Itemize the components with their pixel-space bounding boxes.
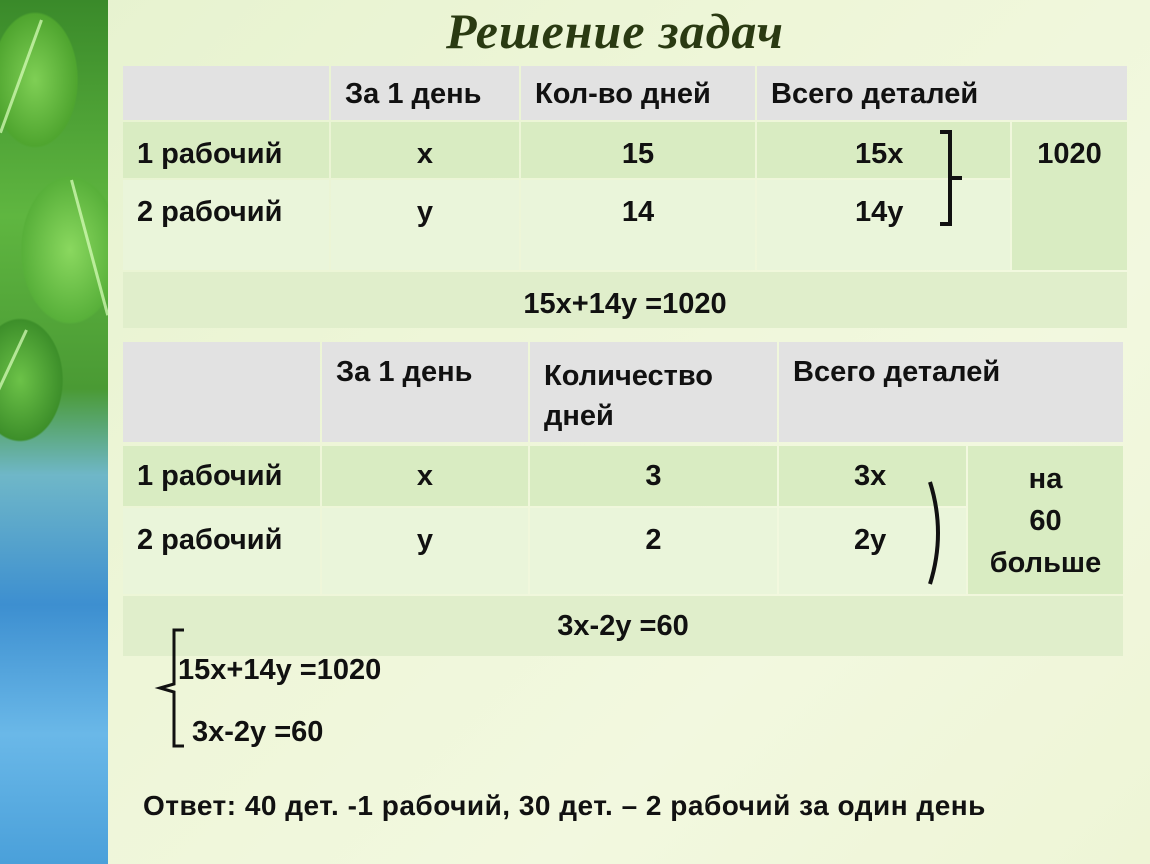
table2-difference-cell — [968, 446, 1123, 594]
table2-difference-line2: 60 — [1029, 505, 1062, 537]
table2-row1-days: 3 — [530, 446, 777, 506]
table1-row2-label: 2 рабочий — [123, 180, 329, 270]
table1-row1-label: 1 рабочий — [123, 122, 329, 178]
system-equation-1: 15х+14у =1020 — [178, 654, 382, 686]
table1-row2-per-day: у — [331, 180, 519, 270]
table2-header-days: Количество дней — [530, 342, 777, 442]
table2-row2-label: 2 рабочий — [123, 508, 320, 594]
table2-row1-label: 1 рабочий — [123, 446, 320, 506]
table1-row1-days: 15 — [521, 122, 755, 178]
system-brace-icon — [154, 626, 194, 750]
table1-header-total: Всего деталей — [757, 66, 1127, 120]
table2-row1-per-day: х — [322, 446, 528, 506]
table1-right-bracket — [932, 128, 972, 228]
table1-row1-per-day: х — [331, 122, 519, 178]
decorative-leaves-water-image — [0, 0, 108, 864]
table2-row2-total: 2у — [779, 508, 966, 594]
table1-header-empty — [123, 66, 329, 120]
table1-equation: 15х+14у =1020 — [123, 272, 1127, 328]
table2-difference-line3: больше — [989, 547, 1102, 579]
table2-right-paren — [920, 478, 950, 588]
table2-row1-total: 3х — [779, 446, 966, 506]
table2-difference-line1: на — [1028, 463, 1063, 495]
system-equation-2: 3х-2у =60 — [192, 716, 324, 748]
table2-equation: 3х-2у =60 — [123, 596, 1123, 656]
table2-header-total: Всего деталей — [779, 342, 1123, 442]
table1-row1-total: 15х — [757, 122, 1010, 178]
table2-header-per-day: За 1 день — [322, 342, 528, 442]
table1-header-per-day: За 1 день — [331, 66, 519, 120]
table2-row2-days: 2 — [530, 508, 777, 594]
table2-row2-per-day: у — [322, 508, 528, 594]
table1-row2-total: 14у — [757, 180, 1010, 270]
table1-header-days: Кол-во дней — [521, 66, 755, 120]
table1-row2-days: 14 — [521, 180, 755, 270]
page-title: Решение задач — [446, 3, 784, 59]
answer-text: Ответ: 40 дет. -1 рабочий, 30 дет. – 2 рабочий за один день — [143, 790, 986, 821]
table1-sum-cell: 1020 — [1012, 122, 1127, 270]
table2-header-empty — [123, 342, 320, 442]
